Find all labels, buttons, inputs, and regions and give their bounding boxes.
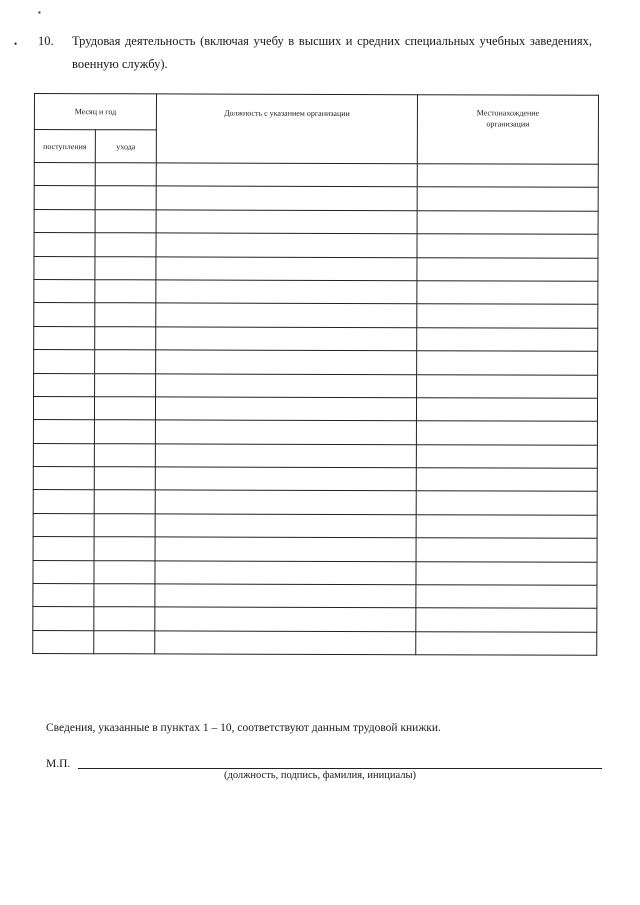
table-row xyxy=(34,163,598,188)
cell-exit[interactable] xyxy=(95,163,156,187)
cell-entry[interactable] xyxy=(34,256,95,280)
cell-exit[interactable] xyxy=(94,584,155,608)
header-exit: ухода xyxy=(95,130,156,163)
cell-location[interactable] xyxy=(417,374,598,398)
cell-exit[interactable] xyxy=(94,490,155,514)
cell-position[interactable] xyxy=(156,280,417,304)
cell-entry[interactable] xyxy=(34,326,95,350)
table-row xyxy=(34,303,598,328)
cell-entry[interactable] xyxy=(33,607,94,631)
table-row xyxy=(33,443,597,468)
table-row xyxy=(33,630,597,655)
section-title: Трудовая деятельность (включая учебу в высших и средних специальных учебных заведениях, военную службу). xyxy=(72,34,592,71)
cell-exit[interactable] xyxy=(95,373,156,397)
cell-entry[interactable] xyxy=(34,163,95,187)
statement-text: Сведения, указанные в пунктах 1 – 10, соответствуют данным трудовой книжки. xyxy=(46,722,441,734)
cell-location[interactable] xyxy=(417,210,598,234)
cell-position[interactable] xyxy=(156,233,417,257)
cell-entry[interactable] xyxy=(34,279,95,303)
header-month-year: Месяц и год xyxy=(34,94,156,130)
cell-position[interactable] xyxy=(156,327,417,351)
cell-position[interactable] xyxy=(155,420,416,444)
cell-entry[interactable] xyxy=(33,420,94,444)
table-row xyxy=(34,350,598,375)
cell-location[interactable] xyxy=(416,468,597,492)
table-row xyxy=(33,396,597,421)
table-row xyxy=(34,256,598,281)
cell-entry[interactable] xyxy=(34,186,95,210)
cell-exit[interactable] xyxy=(95,186,156,210)
cell-entry[interactable] xyxy=(33,630,94,654)
cell-position[interactable] xyxy=(156,350,417,374)
cell-position[interactable] xyxy=(155,444,416,468)
cell-position[interactable] xyxy=(155,584,416,608)
cell-position[interactable] xyxy=(156,256,417,280)
header-entry: поступления xyxy=(34,130,95,163)
cell-position[interactable] xyxy=(155,514,416,538)
table-row xyxy=(33,513,597,538)
cell-exit[interactable] xyxy=(94,467,155,491)
table-row xyxy=(33,467,597,492)
cell-exit[interactable] xyxy=(94,537,155,561)
cell-location[interactable] xyxy=(416,421,597,445)
table-row xyxy=(33,420,597,445)
signature-caption: (должность, подпись, фамилия, инициалы) xyxy=(223,770,416,781)
cell-exit[interactable] xyxy=(94,420,155,444)
cell-location[interactable] xyxy=(417,327,598,351)
cell-location[interactable] xyxy=(416,632,597,656)
cell-location[interactable] xyxy=(417,234,598,258)
cell-location[interactable] xyxy=(417,281,598,305)
cell-entry[interactable] xyxy=(33,443,94,467)
cell-entry[interactable] xyxy=(33,513,94,537)
cell-exit[interactable] xyxy=(94,560,155,584)
cell-entry[interactable] xyxy=(34,209,95,233)
cell-position[interactable] xyxy=(155,607,416,631)
cell-position[interactable] xyxy=(155,490,416,514)
cell-position[interactable] xyxy=(156,186,417,210)
cell-position[interactable] xyxy=(155,467,416,491)
table-row xyxy=(33,584,597,609)
cell-entry[interactable] xyxy=(33,396,94,420)
cell-location[interactable] xyxy=(416,398,597,422)
table-row xyxy=(34,279,598,304)
cell-location[interactable] xyxy=(417,257,598,281)
table-row xyxy=(34,373,598,398)
cell-location[interactable] xyxy=(417,304,598,328)
section-number: 10. xyxy=(38,34,54,48)
cell-exit[interactable] xyxy=(95,326,156,350)
margin-dot: • xyxy=(14,39,18,49)
cell-entry[interactable] xyxy=(34,373,95,397)
table-row xyxy=(33,560,597,585)
table-row xyxy=(33,490,597,515)
cell-position[interactable] xyxy=(156,373,417,397)
cell-location[interactable] xyxy=(417,164,598,188)
table-row xyxy=(34,186,598,211)
cell-location[interactable] xyxy=(416,444,597,468)
cell-entry[interactable] xyxy=(34,303,95,327)
cell-location[interactable] xyxy=(417,187,598,211)
cell-entry[interactable] xyxy=(33,467,94,491)
cell-location[interactable] xyxy=(417,351,598,375)
cell-exit[interactable] xyxy=(95,280,156,304)
cell-exit[interactable] xyxy=(94,443,155,467)
cell-location[interactable] xyxy=(416,491,597,515)
cell-position[interactable] xyxy=(155,537,416,561)
cell-exit[interactable] xyxy=(95,303,156,327)
signature-line[interactable] xyxy=(78,768,602,769)
table-row xyxy=(33,537,597,562)
cell-entry[interactable] xyxy=(34,233,95,257)
cell-entry[interactable] xyxy=(33,560,94,584)
cell-position[interactable] xyxy=(155,561,416,585)
cell-position[interactable] xyxy=(155,631,416,655)
cell-exit[interactable] xyxy=(94,397,155,421)
table-row xyxy=(34,326,598,351)
cell-entry[interactable] xyxy=(33,490,94,514)
cell-entry[interactable] xyxy=(34,350,95,374)
cell-exit[interactable] xyxy=(94,631,155,655)
work-history-table xyxy=(32,93,599,656)
cell-location[interactable] xyxy=(416,538,597,562)
cell-exit[interactable] xyxy=(94,607,155,631)
header-location: Местонахождение организации xyxy=(417,95,598,165)
header-position: Должность с указанием организации xyxy=(156,94,417,164)
table-row xyxy=(33,607,597,632)
cell-exit[interactable] xyxy=(95,256,156,280)
stamp-label: М.П. xyxy=(46,758,71,770)
table-body xyxy=(33,163,599,656)
cell-location[interactable] xyxy=(416,608,597,632)
cell-location[interactable] xyxy=(416,561,597,585)
cell-exit[interactable] xyxy=(95,350,156,374)
table-row xyxy=(34,209,598,234)
cell-position[interactable] xyxy=(156,163,417,187)
cell-location[interactable] xyxy=(416,515,597,539)
cell-entry[interactable] xyxy=(33,584,94,608)
table-row xyxy=(34,233,598,258)
cell-position[interactable] xyxy=(156,210,417,234)
cell-exit[interactable] xyxy=(95,209,156,233)
cell-position[interactable] xyxy=(155,397,416,421)
scan-speck: ▪ xyxy=(38,8,41,17)
cell-exit[interactable] xyxy=(95,233,156,257)
cell-position[interactable] xyxy=(156,303,417,327)
cell-entry[interactable] xyxy=(33,537,94,561)
cell-exit[interactable] xyxy=(94,514,155,538)
cell-location[interactable] xyxy=(416,585,597,609)
